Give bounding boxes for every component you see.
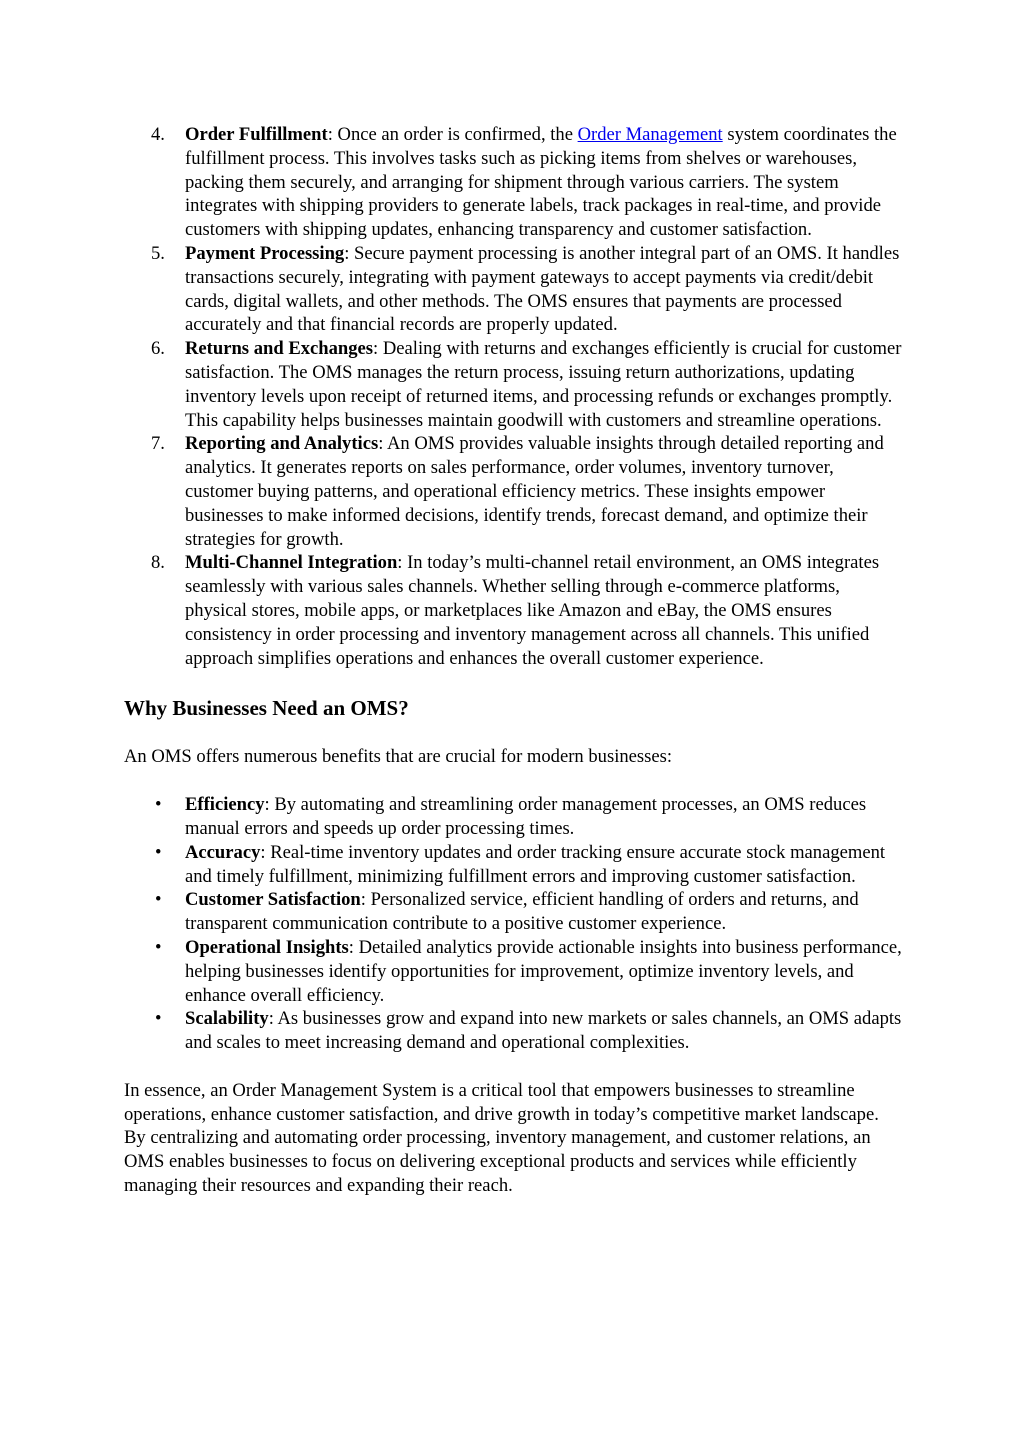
item-text: : An OMS provides valuable insights through detailed reporting and analytics. It generates reports on sales performance, order volumes, inventory turnover, customer buying patterns, and operational efficiency metrics. These insights empower businesses to make informed decisions, identify trends, forecast demand, and optimize their strategies for growth. — [185, 433, 884, 550]
bullet-item — [124, 793, 904, 841]
item-title: Returns and Exchanges — [185, 338, 374, 360]
order-management-link[interactable]: Order Management — [577, 124, 723, 145]
bullet-text: : Personalized service, efficient handling of orders and returns, and transparent communication contribute to a positive customer experience. — [185, 889, 859, 935]
item-text: : Secure payment processing is another integral part of an OMS. It handles transactions securely, integrating with payment gateways to accept payments via credit/debit cards, digital wallets, and other methods. The OMS ensures that payments are processed accurately and that financial records are properly updated. — [185, 242, 900, 336]
item-title: Payment Processing — [185, 242, 345, 264]
bullet-icon: • — [155, 841, 162, 863]
bullet-icon: • — [155, 1008, 162, 1030]
item-title: Multi-Channel Integration — [185, 552, 398, 574]
bullet-text: : As businesses grow and expand into new markets or sales channels, an OMS adapts and scales to meet increasing demand and operational complexities. — [185, 1008, 902, 1054]
list-item — [124, 432, 904, 551]
bullet-item — [124, 1007, 904, 1055]
bullet-item — [124, 888, 904, 936]
benefits-list — [124, 793, 904, 1055]
item-text: : Dealing with returns and exchanges efficiently is crucial for customer satisfaction. The OMS manages the return process, issuing return authorizations, updating inventory levels upon receipt of returned items, and processing refunds or exchanges promptly. This capability helps businesses maintain goodwill with customers and streamline operations. — [185, 338, 902, 431]
list-item — [124, 337, 904, 432]
bullet-icon: • — [155, 936, 162, 958]
bullet-title: Customer Satisfaction — [185, 889, 361, 911]
item-text: : In today’s multi-channel retail environment, an OMS integrates seamlessly with various sales channels. Whether selling through e-commerce platforms, physical stores, mobile apps, or marketplaces like Amazon and eBay, the OMS ensures consistency in order processing and inventory management across all channels. This unified approach simplifies operations and enhances the overall customer experience. — [185, 552, 880, 669]
item-text: system coordinates the fulfillment process. This involves tasks such as picking items from shelves or warehouses, packing them securely, and arranging for shipment through various carriers. The system integrates with shipping providers to generate labels, track packages in real-time, and provide customers with shipping updates, enhancing transparency and customer satisfaction. — [185, 124, 897, 241]
item-text: : Once an order is confirmed, the — [327, 124, 578, 145]
list-number: 4. — [151, 124, 165, 145]
list-item — [124, 123, 904, 242]
bullet-item — [124, 936, 904, 1007]
item-title: Reporting and Analytics — [185, 433, 379, 455]
bullet-text: : Real-time inventory updates and order tracking ensure accurate stock management and timely fulfillment, minimizing fulfillment errors and improving customer satisfaction. — [185, 841, 886, 887]
bullet-item — [124, 841, 904, 889]
item-title: Order Fulfillment — [185, 124, 328, 145]
bullet-text: : Detailed analytics provide actionable insights into business performance, helping businesses identify opportunities for improvement, optimize inventory levels, and enhance overall efficiency. — [185, 936, 902, 1006]
closing-paragraph: In essence, an Order Management System is a critical tool that empowers businesses to streamline operations, enhance customer satisfaction, and drive growth in today’s competitive market landscape. By centralizing and automating order processing, inventory management, and customer relations, an OMS enables businesses to focus on delivering exceptional products and services while efficiently managing their resources and expanding their reach. — [124, 1079, 879, 1197]
document-page — [124, 123, 904, 1198]
numbered-feature-list — [124, 123, 904, 670]
list-number: 5. — [151, 242, 165, 264]
list-number: 7. — [151, 433, 165, 455]
bullet-icon: • — [155, 889, 162, 911]
list-item — [124, 551, 904, 670]
bullet-text: : By automating and streamlining order management processes, an OMS reduces manual errors and speeds up order processing times. — [185, 794, 867, 839]
intro-paragraph: An OMS offers numerous benefits that are crucial for modern businesses: — [124, 746, 673, 768]
bullet-icon: • — [155, 794, 162, 816]
bullet-title: Operational Insights — [185, 936, 349, 958]
bullet-title: Efficiency — [185, 794, 265, 816]
bullet-title: Accuracy — [185, 841, 261, 863]
bullet-title: Scalability — [185, 1008, 269, 1030]
list-item — [124, 242, 904, 337]
list-number: 8. — [151, 552, 165, 574]
list-number: 6. — [151, 338, 165, 360]
section-heading: Why Businesses Need an OMS? — [124, 696, 409, 721]
